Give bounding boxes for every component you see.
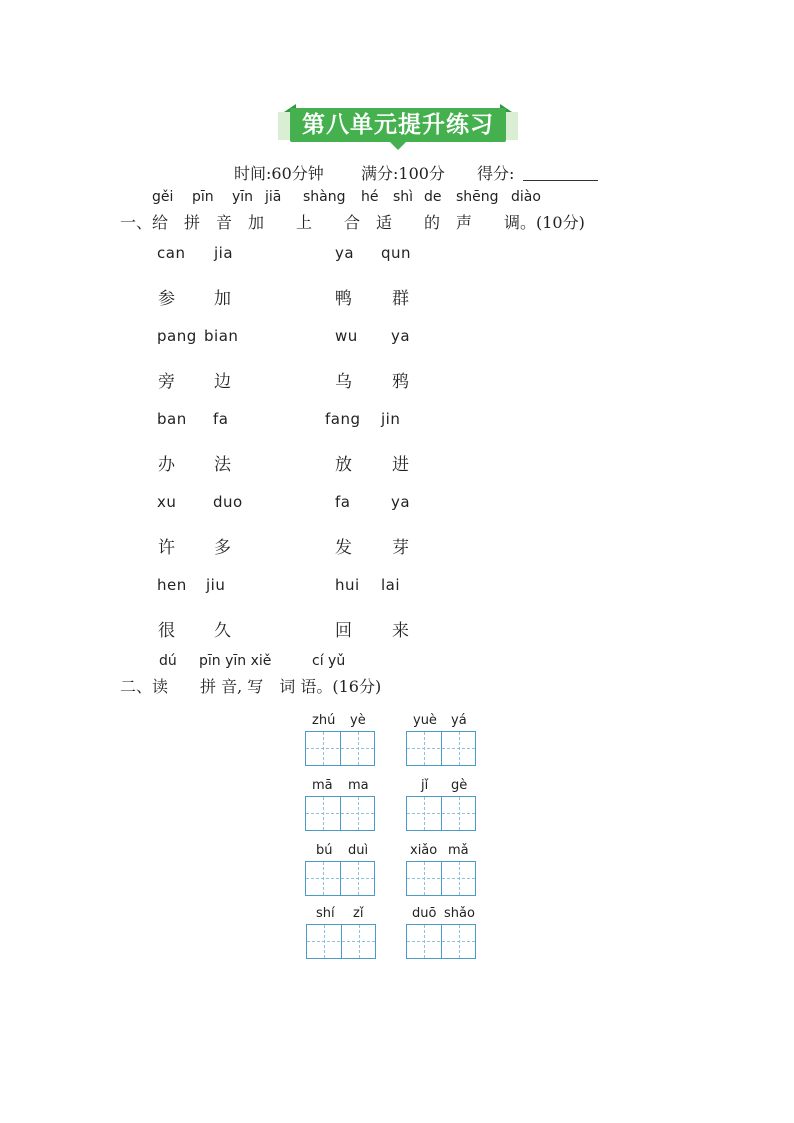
hanzi-char: 鸭 xyxy=(335,289,352,309)
writing-grid[interactable] xyxy=(305,731,375,766)
pinyin-word: bian xyxy=(204,327,239,345)
pinyin-word: fa xyxy=(335,493,351,511)
grid-pinyin: gè xyxy=(451,778,468,793)
grid-pinyin: mā xyxy=(312,778,333,793)
heading-pinyin: cí yǔ xyxy=(312,653,346,669)
grid-pinyin: zhú xyxy=(312,713,336,728)
heading-pinyin: diào xyxy=(511,189,541,205)
pinyin-word: hen xyxy=(157,576,187,594)
section2-heading: 二、读 拼 音, 写 词 语。(16分) xyxy=(120,677,382,696)
hanzi-char: 放 xyxy=(335,455,352,475)
writing-grid[interactable] xyxy=(306,924,376,959)
writing-grid[interactable] xyxy=(406,731,476,766)
heading-pinyin: gěi xyxy=(152,189,174,205)
grid-pinyin: yá xyxy=(451,713,467,728)
hanzi-char: 芽 xyxy=(392,538,409,558)
heading-pinyin: hé xyxy=(361,189,379,205)
grid-pinyin: shí xyxy=(316,906,335,921)
hanzi-char: 鸦 xyxy=(392,372,409,392)
hanzi-char: 很 xyxy=(158,621,175,641)
score-blank[interactable] xyxy=(523,180,598,181)
score-label: 得分: xyxy=(477,164,515,183)
page-title: 第八单元提升练习 xyxy=(290,108,506,142)
hanzi-char: 法 xyxy=(214,455,231,475)
hanzi-char: 参 xyxy=(158,289,175,309)
grid-pinyin: bú xyxy=(316,843,333,858)
grid-pinyin: duō xyxy=(412,906,437,921)
time-limit: 时间:60分钟 xyxy=(234,164,324,183)
grid-pinyin: duì xyxy=(348,843,369,858)
heading-pinyin: shēng xyxy=(456,189,499,205)
grid-pinyin: shǎo xyxy=(444,906,475,921)
writing-grid[interactable] xyxy=(406,796,476,831)
hanzi-char: 边 xyxy=(214,372,231,392)
pinyin-word: ya xyxy=(391,493,411,511)
pinyin-word: fa xyxy=(213,410,229,428)
pinyin-word: jiu xyxy=(206,576,226,594)
heading-pinyin: pīn yīn xiě xyxy=(199,653,272,669)
grid-pinyin: mǎ xyxy=(448,843,469,858)
hanzi-char: 乌 xyxy=(335,372,352,392)
hanzi-char: 进 xyxy=(392,455,409,475)
pinyin-word: duo xyxy=(213,493,243,511)
pinyin-word: ban xyxy=(157,410,187,428)
pinyin-word: ya xyxy=(391,327,411,345)
hanzi-char: 来 xyxy=(392,621,409,641)
hanzi-char: 加 xyxy=(214,289,231,309)
heading-pinyin: pīn xyxy=(192,189,214,205)
heading-pinyin: shì xyxy=(393,189,414,205)
heading-pinyin: dú xyxy=(159,653,177,669)
heading-pinyin: de xyxy=(424,189,442,205)
hanzi-char: 办 xyxy=(158,455,175,475)
pinyin-word: hui xyxy=(335,576,360,594)
pinyin-word: fang xyxy=(325,410,361,428)
pinyin-word: pang xyxy=(157,327,197,345)
pinyin-word: can xyxy=(157,244,186,262)
heading-pinyin: jiā xyxy=(265,189,282,205)
grid-pinyin: zǐ xyxy=(353,906,364,921)
hanzi-char: 旁 xyxy=(158,372,175,392)
hanzi-char: 许 xyxy=(158,538,175,558)
hanzi-char: 久 xyxy=(214,621,231,641)
pinyin-word: ya xyxy=(335,244,355,262)
hanzi-char: 多 xyxy=(214,538,231,558)
pinyin-word: wu xyxy=(335,327,358,345)
writing-grid[interactable] xyxy=(406,924,476,959)
pinyin-word: xu xyxy=(157,493,177,511)
grid-pinyin: yuè xyxy=(413,713,437,728)
grid-pinyin: yè xyxy=(350,713,366,728)
pinyin-word: lai xyxy=(381,576,401,594)
grid-pinyin: xiǎo xyxy=(410,843,438,858)
writing-grid[interactable] xyxy=(406,861,476,896)
hanzi-char: 发 xyxy=(335,538,352,558)
writing-grid[interactable] xyxy=(305,861,375,896)
banner-notch xyxy=(390,142,406,150)
section1-heading: 一、给 拼 音 加 上 合 适 的 声 调。(10分) xyxy=(120,213,585,232)
heading-pinyin: yīn xyxy=(232,189,254,205)
title-banner xyxy=(278,104,518,150)
hanzi-char: 回 xyxy=(335,621,352,641)
pinyin-word: jia xyxy=(214,244,234,262)
pinyin-word: qun xyxy=(381,244,412,262)
grid-pinyin: jǐ xyxy=(421,778,429,793)
pinyin-word: jin xyxy=(381,410,401,428)
heading-pinyin: shàng xyxy=(303,189,346,205)
full-score: 满分:100分 xyxy=(361,164,445,183)
hanzi-char: 群 xyxy=(392,289,409,309)
writing-grid[interactable] xyxy=(305,796,375,831)
grid-pinyin: ma xyxy=(348,778,369,793)
